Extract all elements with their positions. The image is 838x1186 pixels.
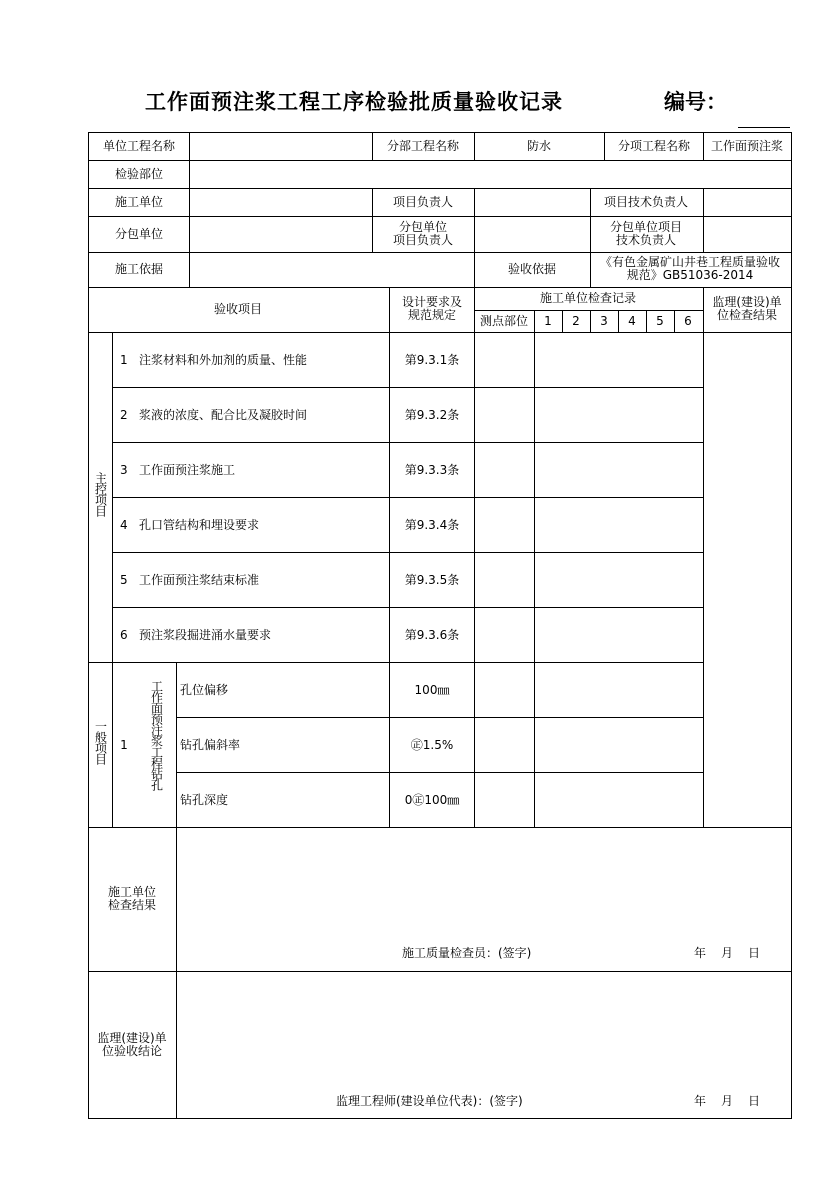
subitem-value[interactable]: 工作面预注浆 (710, 139, 784, 153)
main-group-label: 主控项目 (93, 472, 108, 516)
supervision-result-label-2: 位验收结论 (101, 1044, 163, 1058)
sub-tech-label-2: 技术负责人 (615, 233, 677, 247)
general-item-spec: ㊣1.5% (410, 738, 454, 752)
col-point-1: 1 (544, 314, 552, 328)
col-supervision-header-2: 位检查结果 (716, 308, 778, 322)
main-item-name: 预注浆段掘进涌水量要求 (139, 628, 272, 642)
tech-manager-label: 项目技术负责人 (603, 195, 689, 209)
acceptance-basis-line1: 《有色金属矿山井巷工程质量验收 (599, 255, 781, 269)
subcontract-label: 分包单位 (114, 227, 164, 241)
sub-manager-label-1: 分包单位 (398, 220, 448, 234)
sub-manager-label-2: 项目负责人 (392, 233, 454, 247)
unit-project-label: 单位工程名称 (102, 139, 176, 153)
main-item-num: 6 (120, 628, 128, 642)
main-item-num: 3 (120, 463, 128, 477)
main-item-name: 浆液的浓度、配合比及凝胶时间 (139, 408, 308, 422)
col-check-record-header: 施工单位检查记录 (539, 291, 637, 305)
date-month: 月 (721, 946, 734, 960)
division-label: 分部工程名称 (386, 139, 460, 153)
main-item-num: 2 (120, 408, 128, 422)
col-design-header-2: 规范规定 (407, 308, 457, 322)
col-point-2: 2 (572, 314, 580, 328)
number-label: 编号： (664, 90, 727, 114)
general-item-name: 钻孔偏斜率 (180, 738, 241, 752)
general-item-num: 1 (120, 738, 128, 752)
date-year: 年 (694, 1094, 707, 1108)
engineer-sign: 监理工程师(建设单位代表)：(签字) (336, 1094, 523, 1108)
acceptance-basis-label: 验收依据 (507, 262, 557, 276)
construction-result-label-1: 施工单位 (107, 885, 157, 899)
division-value[interactable]: 防水 (526, 139, 552, 153)
sub-tech-label-1: 分包单位项目 (609, 220, 683, 234)
col-design-header-1: 设计要求及 (401, 295, 463, 309)
general-item-name: 孔位偏移 (180, 683, 229, 697)
main-item-name: 孔口管结构和埋设要求 (139, 518, 260, 532)
main-item-spec: 第9.3.5条 (404, 573, 460, 587)
col-point-3: 3 (600, 314, 608, 328)
general-item-spec: 100㎜ (414, 683, 450, 697)
supervision-result-label-1: 监理(建设)单 (97, 1031, 167, 1045)
main-item-name: 工作面预注浆结束标准 (139, 573, 260, 587)
date-year: 年 (694, 946, 707, 960)
date-month: 月 (721, 1094, 734, 1108)
main-item-spec: 第9.3.2条 (404, 408, 460, 422)
date-day: 日 (748, 946, 761, 960)
main-item-spec: 第9.3.3条 (404, 463, 460, 477)
col-supervision-header-1: 监理(建设)单 (712, 295, 782, 309)
acceptance-basis-line2: 规范》GB51036-2014 (626, 268, 754, 282)
main-item-num: 5 (120, 573, 128, 587)
project-manager-label: 项目负责人 (392, 195, 454, 209)
inspector-sign: 施工质量检查员：(签字) (402, 946, 532, 960)
general-group-label: 一般项目 (93, 720, 108, 764)
page-title: 工作面预注浆工程工序检验批质量验收记录 (145, 90, 563, 114)
col-point-header: 测点部位 (479, 314, 529, 328)
subitem-label: 分项工程名称 (617, 139, 691, 153)
col-point-4: 4 (628, 314, 636, 328)
col-point-6: 6 (684, 314, 692, 328)
main-item-num: 4 (120, 518, 128, 532)
general-item-spec: 0㊣100㎜ (404, 793, 460, 807)
general-item-name: 钻孔深度 (180, 793, 229, 807)
main-item-spec: 第9.3.4条 (404, 518, 460, 532)
main-item-name: 注浆材料和外加剂的质量、性能 (139, 353, 308, 367)
construction-unit-label: 施工单位 (114, 195, 164, 209)
inspect-location-label: 检验部位 (114, 167, 164, 181)
col-item-header: 验收项目 (213, 302, 263, 316)
col-point-5: 5 (656, 314, 664, 328)
main-item-spec: 第9.3.6条 (404, 628, 460, 642)
date-day: 日 (748, 1094, 761, 1108)
basis-label: 施工依据 (114, 262, 164, 276)
main-item-num: 1 (120, 353, 128, 367)
construction-result-label-2: 检查结果 (107, 898, 157, 912)
main-item-spec: 第9.3.1条 (404, 353, 460, 367)
general-sub-label: 工作面预注浆工程钻孔 (149, 680, 164, 790)
main-item-name: 工作面预注浆施工 (139, 463, 236, 477)
